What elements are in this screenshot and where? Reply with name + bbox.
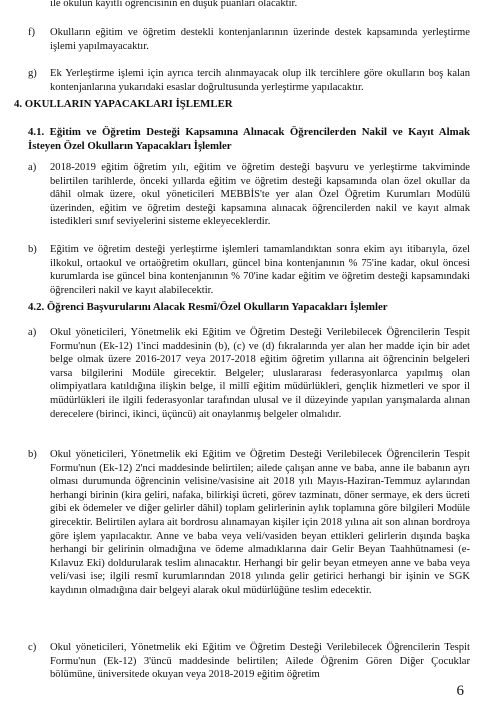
list-item-label: b) (28, 449, 37, 460)
list-item-4-2-c (28, 641, 470, 682)
list-item-4-1-b (28, 243, 470, 297)
list-item-label: a) (28, 327, 37, 338)
list-item-text: Eğitim ve öğretim desteği yerleştirme işlemleri tamamlandıktan sonra ekim ayı itibarıyla, özel ilkokul, ortaokul ve ortaöğretim okulları, güncel bina kontenjanının % 75'ine kadar, okul öncesi kurumlarda ise güncel bina kontenjanının % 70'ine kadar eğitim ve öğretim desteği kapsamındaki öğrencileri nakil ve kayıt alabilecektir. (50, 244, 470, 296)
list-item-text: Okulların eğitim ve öğretim destekli kontenjanlarının üzerinde destek kapsamında yerleştirme işlemi yapılmayacaktır. (50, 27, 470, 52)
list-item-label: g) (28, 68, 37, 79)
list-item-4-2-a (28, 326, 470, 421)
list-item-text: Okul yöneticileri, Yönetmelik eki Eğitim ve Öğretim Desteği Verilebilecek Öğrencilerin Tespit Formu'nun (Ek-12) 3'üncü maddesinde belirtilen; Ailede Öğrenim Gören Diğer Çocuklar bölümüne, üniversitede okuyan veya 2018-2019 eğitim öğretim (50, 642, 470, 681)
section-heading-4: 4. OKULLARIN YAPACAKLARI İŞLEMLER (14, 98, 233, 110)
list-item-label: c) (28, 642, 37, 653)
list-item-4-1-a (28, 161, 470, 229)
page-number: 6 (456, 683, 464, 699)
list-item-label: f) (28, 27, 36, 38)
subsection-heading-4-2: 4.2. Öğrenci Başvurularını Alacak Resmî/Özel Okulların Yapacakları İşlemler (28, 301, 388, 313)
list-item-text: Okul yöneticileri, Yönetmelik eki Eğitim ve Öğretim Desteği Verilebilecek Öğrencilerin Tespit Formu'nun (Ek-12) 1'inci maddesinin (b), (c) ve (d) fıkralarında yer alan her madde için bir adet belge olmak üzere 2016-2017 veya 2017-2018 eğitim öğretim yıllarına ait öğrencinin belgeleri varsa bilgilerini Modüle girecektir. Belgeler; uluslararası federasyonlarca yapılmış olan olimpiyatlara katıldığına ilişkin belge, il millî eğitim müdürlükleri, gençlik hizmetleri ve spor il müdürlükleri ile ilgili federasyonlar tarafından ulusal ve il düzeyinde yapılan yarışmalarda alınan derecelere (birinci, ikinci, üçüncü) ait onaylanmış belgeler olmalıdır. (50, 327, 470, 420)
list-item-g (28, 67, 470, 94)
subsection-heading-4-1: 4.1. Eğitim ve Öğretim Desteği Kapsamına Alınacak Öğrencilerden Nakil ve Kayıt Almak İsteyen Özel Okulların Yapacakları İşlemler (28, 126, 470, 152)
list-item-4-2-b (28, 448, 470, 598)
list-item-text: Ek Yerleştirme işlemi için ayrıca tercih alınmayacak olup ilk tercihlere göre okulların boş kalan kontenjanlarına yukarıdaki esaslar doğrultusunda yerleştirme yapılacaktır. (50, 68, 470, 93)
list-item-text: Okul yöneticileri, Yönetmelik eki Eğitim ve Öğretim Desteği Verilebilecek Öğrencilerin Tespit Formu'nun (Ek-12) 2'nci maddesinde belirtilen; ailede çalışan anne ve baba, anne ile babanın ayrı olması durumunda öğrencinin velisine/vasisine ait 2018 yılı Mayıs-Haziran-Temmuz aylarından herhangi birinin (kira geliri, nafaka, bilirkişi ücreti, görev tazminatı, döner sermaye, ek ders ücreti gibi ek ödemeler ve diğer gelirler dâhil) toplam gelirlerinin aylık toplamına göre bilgileri Modüle girecektir. Belirtilen aylara ait bordrosu alınamayan kişiler için 2018 yılına ait son alınan bordroya göre işlem yapılacaktır. Anne ve baba veya veli/vasiden beyan ettikleri gelirlerin dışında başka herhangi bir gelirinin olmadığına ve ödeme almadıklarına dair Gelir Beyan Taahhütnamesi (e-Kılavuz Eki) doldurularak teslim alınacaktır. Herhangi bir gelir beyan etmeyen anne ve baba veya veli/vasi ise; ilgili resmî kurumlarından 2018 yılında gelir getirici herhangi bir işinin ve SGK kaydının olmadığına dair belgeyi alarak okul müdürlüğüne teslim edecektir. (50, 449, 470, 596)
list-item-f (28, 26, 470, 53)
list-item-text: 2018-2019 eğitim öğretim yılı, eğitim ve öğretim desteği başvuru ve yerleştirme takviminde belirtilen tarihlerde, önceki yıllarda eğitim ve öğretim desteği kapsamında olan özel okullar da dâhil olmak üzere, okul yöneticileri MEBBİS'te yer alan Özel Öğretim Kurumları Modülü üzerinden, eğitim ve öğretim desteği kapsamına alınacak öğrencilerden nakil ve kayıt almak istedikleri sınıf seviyelerini sisteme ekleyeceklerdir. (50, 162, 470, 228)
continued-paragraph: ile okulun kayıtlı öğrencisinin en düşük puanları olacaktır. (50, 0, 298, 9)
list-item-label: a) (28, 162, 37, 173)
list-item-label: b) (28, 244, 37, 255)
